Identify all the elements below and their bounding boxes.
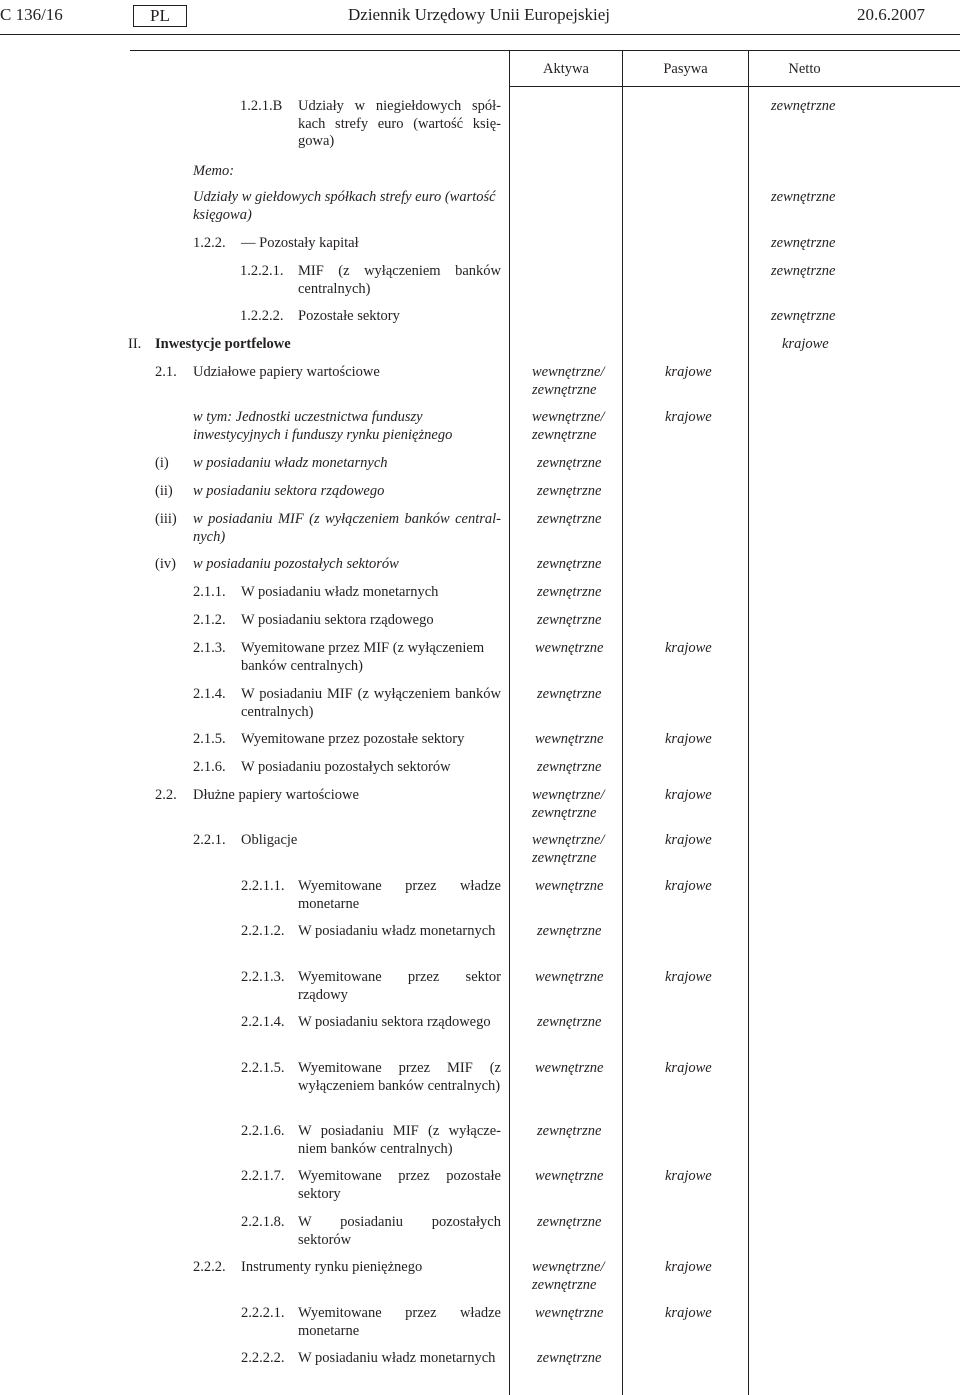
row-number: (ii) [155, 483, 173, 499]
pasywa-value: krajowe [665, 364, 712, 380]
row-number: 2.1.5. [193, 731, 226, 747]
row-number: 2.1. [155, 364, 177, 380]
row-number: 2.2.1.6. [241, 1123, 285, 1139]
row-number: 2.2.1.8. [241, 1214, 285, 1230]
column-header-pasywa: Pasywa [663, 61, 708, 77]
row-label: Udziały w giełdowych spółkach strefy euro (wartość księgowa) [193, 189, 496, 223]
netto-value: zewnętrzne [771, 98, 836, 114]
header-rule [0, 34, 960, 35]
row-label: MIF (z wyłączeniem banków centralnych) [298, 263, 501, 297]
netto-value: krajowe [782, 336, 829, 352]
page-number: C 136/16 [0, 5, 63, 24]
pasywa-value: krajowe [665, 832, 712, 848]
row-number: 2.2.1.7. [241, 1168, 285, 1184]
aktywa-value: zewnętrzne [537, 584, 602, 600]
row-number: (iii) [155, 511, 177, 527]
aktywa-value: wewnętrzne/ zewnętrzne [532, 832, 605, 866]
column-divider [622, 51, 623, 1395]
aktywa-value: zewnętrzne [537, 556, 602, 572]
row-number: 2.1.3. [193, 640, 226, 656]
row-label: Udziały w niegiełdowych spółkach strefy euro (wartość księgowa) [298, 98, 501, 149]
row-number: 2.1.4. [193, 686, 226, 702]
row-label: Wyemitowane przez pozostałe sektory [241, 731, 465, 747]
aktywa-value: wewnętrzne/ zewnętrzne [532, 1259, 605, 1293]
row-number: 1.2.2. [193, 235, 226, 251]
row-label: Wyemitowane przez władze monetarne [298, 878, 501, 912]
column-header-aktywa: Aktywa [543, 61, 589, 77]
column-divider [509, 51, 510, 1395]
pasywa-value: krajowe [665, 640, 712, 656]
row-label: Obligacje [241, 832, 298, 848]
row-label: w posiadaniu pozostałych sektorów [193, 556, 399, 572]
row-label: Pozostałe sektory [298, 308, 400, 324]
row-number: (iv) [155, 556, 176, 572]
row-label: Wyemitowane przez sektor rządowy [298, 969, 501, 1003]
pasywa-value: krajowe [665, 878, 712, 894]
pasywa-value: krajowe [665, 1060, 712, 1076]
aktywa-value: wewnętrzne [535, 640, 604, 656]
netto-value: zewnętrzne [771, 189, 836, 205]
row-number: 2.2.1.3. [241, 969, 285, 985]
column-header-rule [510, 86, 960, 87]
aktywa-value: zewnętrzne [537, 923, 602, 939]
memo-label: Memo: [193, 163, 235, 179]
row-number: 2.2.2.2. [241, 1350, 285, 1366]
aktywa-value: zewnętrzne [537, 1350, 602, 1366]
row-number: 1.2.2.2. [240, 308, 284, 324]
row-label: w posiadaniu sektora rządowego [193, 483, 385, 499]
row-label: Udziałowe papiery wartościowe [193, 364, 380, 380]
journal-title: Dziennik Urzędowy Unii Europejskiej [348, 5, 611, 24]
row-number: 1.2.2.1. [240, 263, 284, 279]
pasywa-value: krajowe [665, 409, 712, 425]
aktywa-value: wewnętrzne/ zewnętrzne [532, 409, 605, 443]
row-number: 1.2.1.B [240, 98, 283, 114]
row-label: w tym: Jednostki uczestnictwa funduszy inwestycyjnych i funduszy rynku pieniężnego [193, 409, 453, 443]
aktywa-value: wewnętrzne [535, 969, 604, 985]
aktywa-value: zewnętrzne [537, 455, 602, 471]
row-label: Instrumenty rynku pieniężnego [241, 1259, 423, 1275]
aktywa-value: zewnętrzne [537, 759, 602, 775]
row-label: Wyemitowane przez władze monetarne [298, 1305, 501, 1339]
pasywa-value: krajowe [665, 1168, 712, 1184]
row-number: 2.2.1.1. [241, 878, 285, 894]
row-number: 2.2.1.5. [241, 1060, 285, 1076]
row-label: Dłużne papiery wartościowe [193, 787, 359, 803]
pasywa-value: krajowe [665, 1305, 712, 1321]
table-top-rule [130, 50, 960, 51]
section-number: II. [128, 336, 142, 352]
row-number: 2.2.2.1. [241, 1305, 285, 1321]
row-number: 2.2.1.4. [241, 1014, 285, 1030]
aktywa-value: zewnętrzne [537, 612, 602, 628]
column-header-netto: Netto [788, 61, 821, 77]
row-label: — Pozostały kapitał [241, 235, 359, 251]
row-label: W posiadaniu pozostałych sektorów [298, 1214, 501, 1248]
aktywa-value: wewnętrzne/ zewnętrzne [532, 364, 605, 398]
aktywa-value: zewnętrzne [537, 511, 602, 527]
column-divider [748, 51, 749, 1395]
language-code: PL [133, 5, 187, 27]
row-label: W posiadaniu MIF (z wyłączeniem banków centralnych) [241, 686, 501, 720]
aktywa-value: wewnętrzne [535, 731, 604, 747]
row-number: 2.2.2. [193, 1259, 226, 1275]
publication-date: 20.6.2007 [857, 5, 925, 24]
row-number: 2.2. [155, 787, 177, 803]
row-number: 2.2.1.2. [241, 923, 285, 939]
row-label: W posiadaniu sektora rządowego [241, 612, 434, 628]
row-number: (i) [155, 455, 169, 471]
aktywa-value: zewnętrzne [537, 1014, 602, 1030]
row-label: W posiadaniu władz monetarnych [298, 1350, 496, 1366]
pasywa-value: krajowe [665, 1259, 712, 1275]
row-label: W posiadaniu MIF (z wyłączeniem banków centralnych) [298, 1123, 501, 1157]
aktywa-value: wewnętrzne [535, 1305, 604, 1321]
aktywa-value: zewnętrzne [537, 1123, 602, 1139]
row-label: W posiadaniu władz monetarnych [241, 584, 439, 600]
netto-value: zewnętrzne [771, 263, 836, 279]
aktywa-value: wewnętrzne/ zewnętrzne [532, 787, 605, 821]
row-number: 2.1.2. [193, 612, 226, 628]
row-label: W posiadaniu władz monetarnych [298, 923, 496, 939]
aktywa-value: wewnętrzne [535, 878, 604, 894]
aktywa-value: zewnętrzne [537, 483, 602, 499]
aktywa-value: zewnętrzne [537, 1214, 602, 1230]
row-label: W posiadaniu sektora rządowego [298, 1014, 491, 1030]
row-number: 2.1.6. [193, 759, 226, 775]
row-label: w posiadaniu MIF (z wyłączeniem banków centralnych) [193, 511, 501, 545]
pasywa-value: krajowe [665, 969, 712, 985]
pasywa-value: krajowe [665, 731, 712, 747]
row-label: Wyemitowane przez pozostałe sektory [298, 1168, 501, 1202]
row-label: W posiadaniu pozostałych sektorów [241, 759, 451, 775]
row-number: 2.2.1. [193, 832, 226, 848]
section-title: Inwestycje portfelowe [155, 336, 291, 352]
aktywa-value: wewnętrzne [535, 1168, 604, 1184]
page-header [0, 5, 960, 29]
aktywa-value: wewnętrzne [535, 1060, 604, 1076]
aktywa-value: zewnętrzne [537, 686, 602, 702]
row-label: w posiadaniu władz monetarnych [193, 455, 388, 471]
netto-value: zewnętrzne [771, 308, 836, 324]
row-number: 2.1.1. [193, 584, 226, 600]
netto-value: zewnętrzne [771, 235, 836, 251]
row-label: Wyemitowane przez MIF (z wyłączeniem banków centralnych) [241, 640, 485, 674]
row-label: Wyemitowane przez MIF (z wyłączeniem banków centralnych) [298, 1060, 501, 1094]
pasywa-value: krajowe [665, 787, 712, 803]
